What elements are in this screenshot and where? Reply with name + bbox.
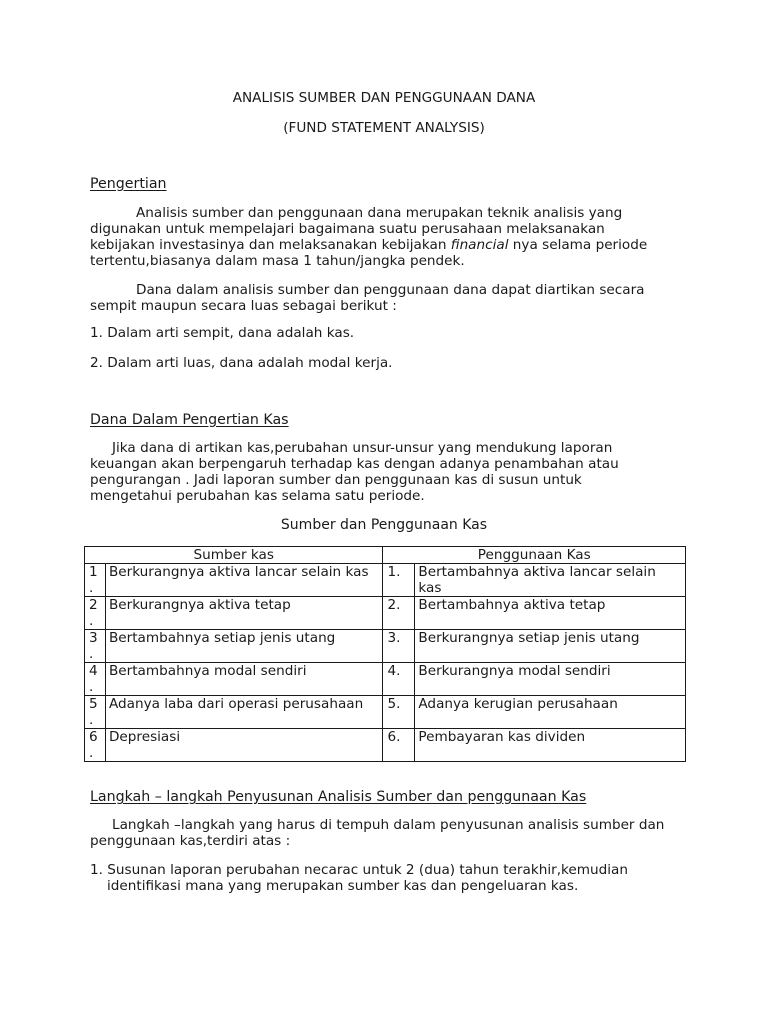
penggunaan-number: 6.	[383, 729, 415, 762]
table-row	[85, 663, 686, 696]
pengertian-p1-line-3a: kebijakan investasinya dan melaksanakan kebijakan	[90, 237, 451, 253]
sumber-number: 6 .	[85, 729, 106, 762]
langkah-line-2: penggunaan kas,terdiri atas :	[90, 833, 291, 849]
pengertian-p1-line-3	[90, 237, 690, 253]
dana-kas-line-1: Jika dana di artikan kas,perubahan unsur-unsur yang mendukung laporan	[112, 440, 613, 456]
langkah-line-1: Langkah –langkah yang harus di tempuh dalam penyusunan analisis sumber dan	[112, 817, 665, 833]
pengertian-p1-line-4: tertentu,biasanya dalam masa 1 tahun/jangka pendek.	[90, 253, 465, 269]
pengertian-list-item-1: 1. Dalam arti sempit, dana adalah kas.	[90, 325, 355, 341]
pengertian-list-item-2: 2. Dalam arti luas, dana adalah modal kerja.	[90, 355, 393, 371]
dana-kas-line-3: pengurangan . Jadi laporan sumber dan penggunaan kas di susun untuk	[90, 472, 582, 488]
sumber-number: 4 .	[85, 663, 106, 696]
sumber-item: Adanya laba dari operasi perusahaan	[105, 696, 383, 729]
penggunaan-number: 2.	[383, 597, 415, 630]
langkah-list-item-1-line-2: identifikasi mana yang merupakan sumber kas dan pengeluaran kas.	[107, 878, 579, 894]
penggunaan-item: Berkurangnya modal sendiri	[415, 663, 686, 696]
langkah-list-item-1	[90, 862, 628, 894]
langkah-list-item-1-line-1: 1. Susunan laporan perubahan necarac untuk 2 (dua) tahun terakhir,kemudian	[90, 862, 628, 878]
penggunaan-number: 5.	[383, 696, 415, 729]
langkah-paragraph	[90, 817, 690, 849]
penggunaan-number: 1.	[383, 564, 415, 597]
pengertian-p1-line-1: Analisis sumber dan penggunaan dana merupakan teknik analisis yang	[136, 205, 623, 221]
document-title: ANALISIS SUMBER DAN PENGGUNAAN DANA	[232, 90, 536, 106]
sumber-number: 5 .	[85, 696, 106, 729]
section-heading-langkah: Langkah – langkah Penyusunan Analisis Sumber dan penggunaan Kas	[90, 789, 587, 805]
sumber-penggunaan-kas-table	[84, 546, 686, 762]
sumber-number: 2 .	[85, 597, 106, 630]
table-row	[85, 597, 686, 630]
sumber-item: Bertambahnya setiap jenis utang	[105, 630, 383, 663]
table-body	[85, 564, 686, 762]
pengertian-paragraph-2	[90, 282, 690, 314]
pengertian-p1-line-3b: nya selama periode	[508, 237, 648, 253]
section-heading-dana-kas: Dana Dalam Pengertian Kas	[90, 412, 289, 428]
pengertian-paragraph-1	[90, 205, 690, 269]
table-row	[85, 729, 686, 762]
table-row	[85, 630, 686, 663]
section-heading-pengertian: Pengertian	[90, 176, 167, 192]
table-row	[85, 564, 686, 597]
penggunaan-item: Adanya kerugian perusahaan	[415, 696, 686, 729]
penggunaan-item: Bertambahnya aktiva lancar selain kas	[415, 564, 686, 597]
sumber-item: Berkurangnya aktiva tetap	[105, 597, 383, 630]
dana-kas-paragraph	[90, 440, 690, 504]
pengertian-p2-line-2: sempit maupun secara luas sebagai berikut :	[90, 298, 397, 314]
penggunaan-item: Pembayaran kas dividen	[415, 729, 686, 762]
table-title: Sumber dan Penggunaan Kas	[280, 517, 488, 533]
penggunaan-number: 3.	[383, 630, 415, 663]
dana-kas-line-4: mengetahui perubahan kas selama satu periode.	[90, 488, 425, 504]
pengertian-p2-line-1: Dana dalam analisis sumber dan penggunaan dana dapat diartikan secara	[136, 282, 645, 298]
penggunaan-item: Bertambahnya aktiva tetap	[415, 597, 686, 630]
penggunaan-item: Berkurangnya setiap jenis utang	[415, 630, 686, 663]
sumber-item: Depresiasi	[105, 729, 383, 762]
dana-kas-line-2: keuangan akan berpengaruh terhadap kas dengan adanya penambahan atau	[90, 456, 619, 472]
document-subtitle: (FUND STATEMENT ANALYSIS)	[283, 120, 485, 136]
pengertian-p1-italic-term: financial	[450, 237, 509, 253]
table-header-sumber: Sumber kas	[85, 547, 383, 564]
table-row	[85, 696, 686, 729]
sumber-item: Berkurangnya aktiva lancar selain kas	[105, 564, 383, 597]
table-header-penggunaan: Penggunaan Kas	[383, 547, 686, 564]
sumber-number: 3 .	[85, 630, 106, 663]
sumber-number: 1 .	[85, 564, 106, 597]
penggunaan-number: 4.	[383, 663, 415, 696]
pengertian-p1-line-2: digunakan untuk mempelajari bagaimana suatu perusahaan melaksanakan	[90, 221, 605, 237]
sumber-item: Bertambahnya modal sendiri	[105, 663, 383, 696]
table-header-row	[85, 547, 686, 564]
